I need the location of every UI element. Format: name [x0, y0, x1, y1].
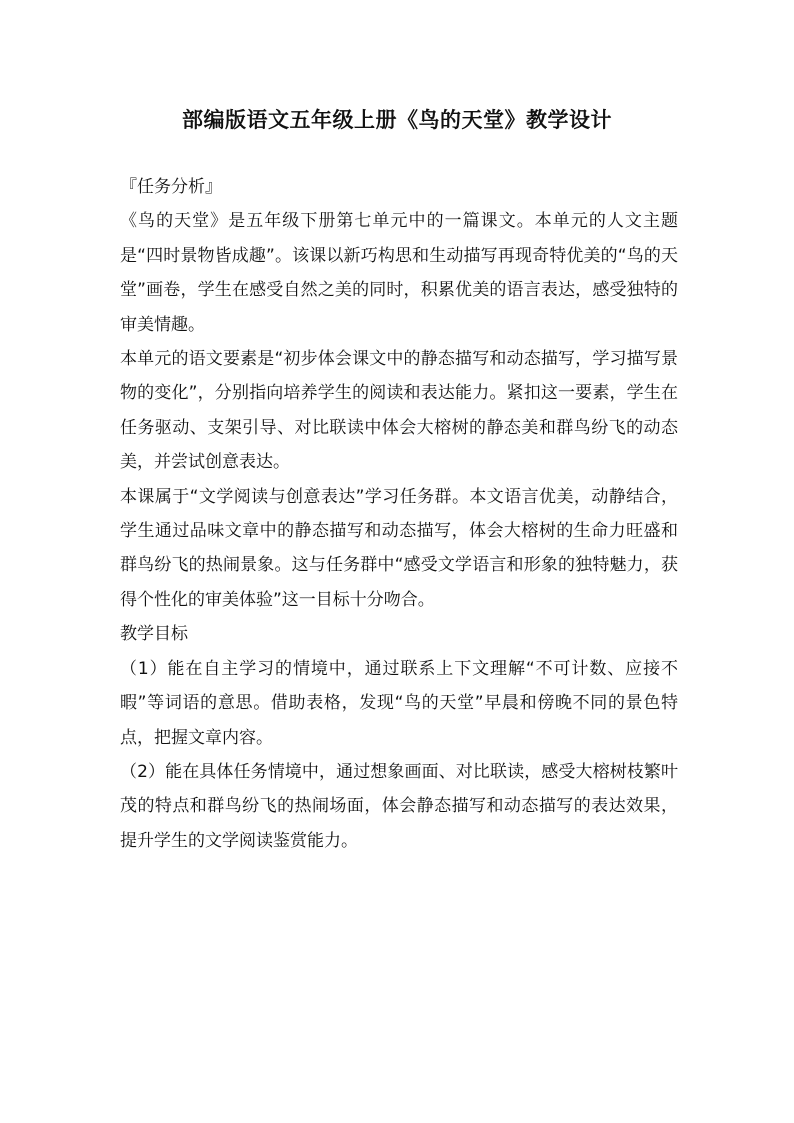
- document-body: [120, 170, 678, 858]
- teaching-goals-heading: 教学目标: [120, 624, 188, 645]
- goal-item-2: （2）能在具体任务情境中，通过想象画面、对比联读，感受大榕树枝繁叶茂的特点和群鸟纷飞的热闹场面，体会静态描写和动态描写的表达效果，提升学生的文学阅读鉴赏能力。: [120, 761, 678, 851]
- document-title: 部编版语文五年级上册《鸟的天堂》教学设计: [182, 108, 612, 132]
- task-analysis-heading: 『任务分析』: [120, 177, 222, 197]
- paragraph-intro: 《鸟的天堂》是五年级下册第七单元中的一篇课文。本单元的人文主题是“四时景物皆成趣”。该课以新巧构思和生动描写再现奇特优美的“鸟的天堂”画卷，学生在感受自然之美的同时，积累优美的语言表达，感受独特的审美情趣。: [120, 211, 678, 335]
- goal-item-1: （1）能在自主学习的情境中，通过联系上下文理解“不可计数、应接不暇”等词语的意思。借助表格，发现“鸟的天堂”早晨和傍晚不同的景色特点，把握文章内容。: [120, 658, 678, 748]
- paragraph-task-group: 本课属于“文学阅读与创意表达”学习任务群。本文语言优美，动静结合，学生通过品味文章中的静态描写和动态描写，体会大榕树的生命力旺盛和群鸟纷飞的热闹景象。这与任务群中“感受文学语言和形象的独特魅力，获得个性化的审美体验”这一目标十分吻合。: [120, 486, 678, 610]
- paragraph-language-elements: 本单元的语文要素是“初步体会课文中的静态描写和动态描写，学习描写景物的变化”，分别指向培养学生的阅读和表达能力。紧扣这一要素，学生在任务驱动、支架引导、对比联读中体会大榕树的静态美和群鸟纷飞的动态美，并尝试创意表达。: [120, 349, 678, 473]
